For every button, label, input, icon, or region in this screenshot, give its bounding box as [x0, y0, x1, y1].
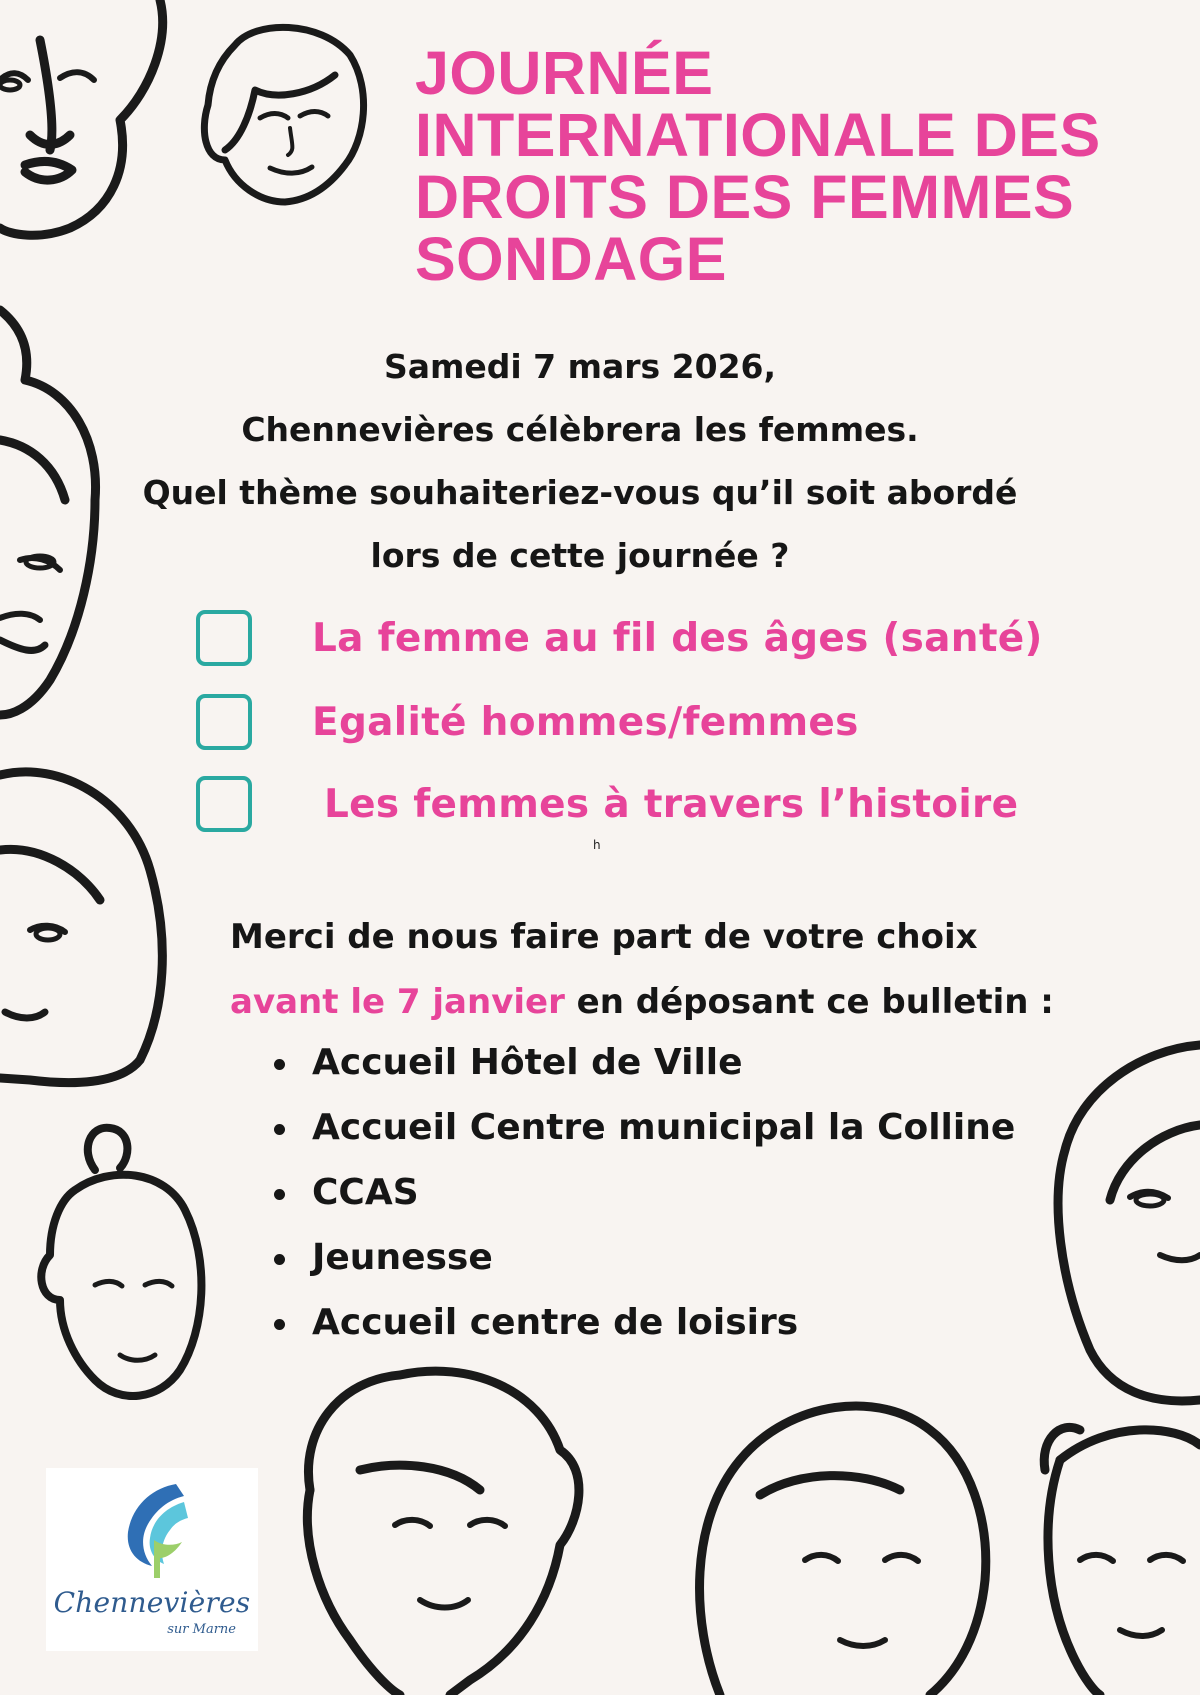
dropoff-locations [270, 1030, 1015, 1355]
checkbox-egalite[interactable] [196, 694, 252, 750]
face-bottom-far-right [1044, 1427, 1200, 1695]
list-item: Accueil centre de loisirs [270, 1290, 1015, 1355]
option-label: La femme au fil des âges (santé) [312, 615, 1043, 661]
page-title [415, 39, 1175, 293]
chennevieres-logo [46, 1468, 258, 1651]
list-item: Accueil Hôtel de Ville [270, 1030, 1015, 1095]
title-line: SONDAGE [415, 225, 727, 293]
list-item: Jeunesse [270, 1225, 1015, 1290]
face-left-bun [41, 1128, 201, 1396]
intro-text [140, 335, 1020, 587]
face-bottom-right [700, 1406, 986, 1695]
face-bottom-center [307, 1371, 579, 1695]
list-item: Accueil Centre municipal la Colline [270, 1095, 1015, 1160]
checkbox-histoire[interactable] [196, 776, 252, 832]
intro-line: Quel thème souhaiteriez-vous qu’il soit abordé [142, 473, 1018, 512]
instructions-rest: en déposant ce bulletin : [564, 982, 1054, 1022]
list-item: CCAS [270, 1160, 1015, 1225]
logo-name: Chennevières [53, 1586, 251, 1619]
intro-line: Samedi 7 mars 2026, [383, 347, 777, 386]
face-right [1058, 1045, 1200, 1401]
deadline-highlight: avant le 7 janvier [230, 982, 565, 1022]
option-histoire[interactable] [196, 772, 1018, 836]
face-top-small [204, 27, 363, 202]
instructions [230, 905, 1150, 1035]
logo-mark-icon [114, 1480, 194, 1580]
option-egalite[interactable] [196, 690, 859, 754]
option-sante[interactable] [196, 606, 1043, 670]
option-label: Egalité hommes/femmes [312, 699, 859, 745]
title-line: JOURNÉE [415, 39, 714, 107]
logo-sub: sur Marne [167, 1622, 236, 1637]
intro-line: Chennevières célèbrera les femmes. [241, 410, 919, 449]
face-left-lower [0, 772, 162, 1083]
instructions-line [230, 970, 1150, 1035]
stray-mark: h [593, 838, 601, 852]
option-label: Les femmes à travers l’histoire [324, 781, 1019, 827]
instructions-line: Merci de nous faire part de votre choix [230, 917, 978, 957]
face-top-left [0, 0, 163, 235]
face-left-middle [0, 310, 96, 715]
title-line: DROITS DES FEMMES [415, 163, 1075, 231]
checkbox-sante[interactable] [196, 610, 252, 666]
intro-line: lors de cette journée ? [370, 536, 790, 575]
title-line: INTERNATIONALE DES [415, 101, 1101, 169]
